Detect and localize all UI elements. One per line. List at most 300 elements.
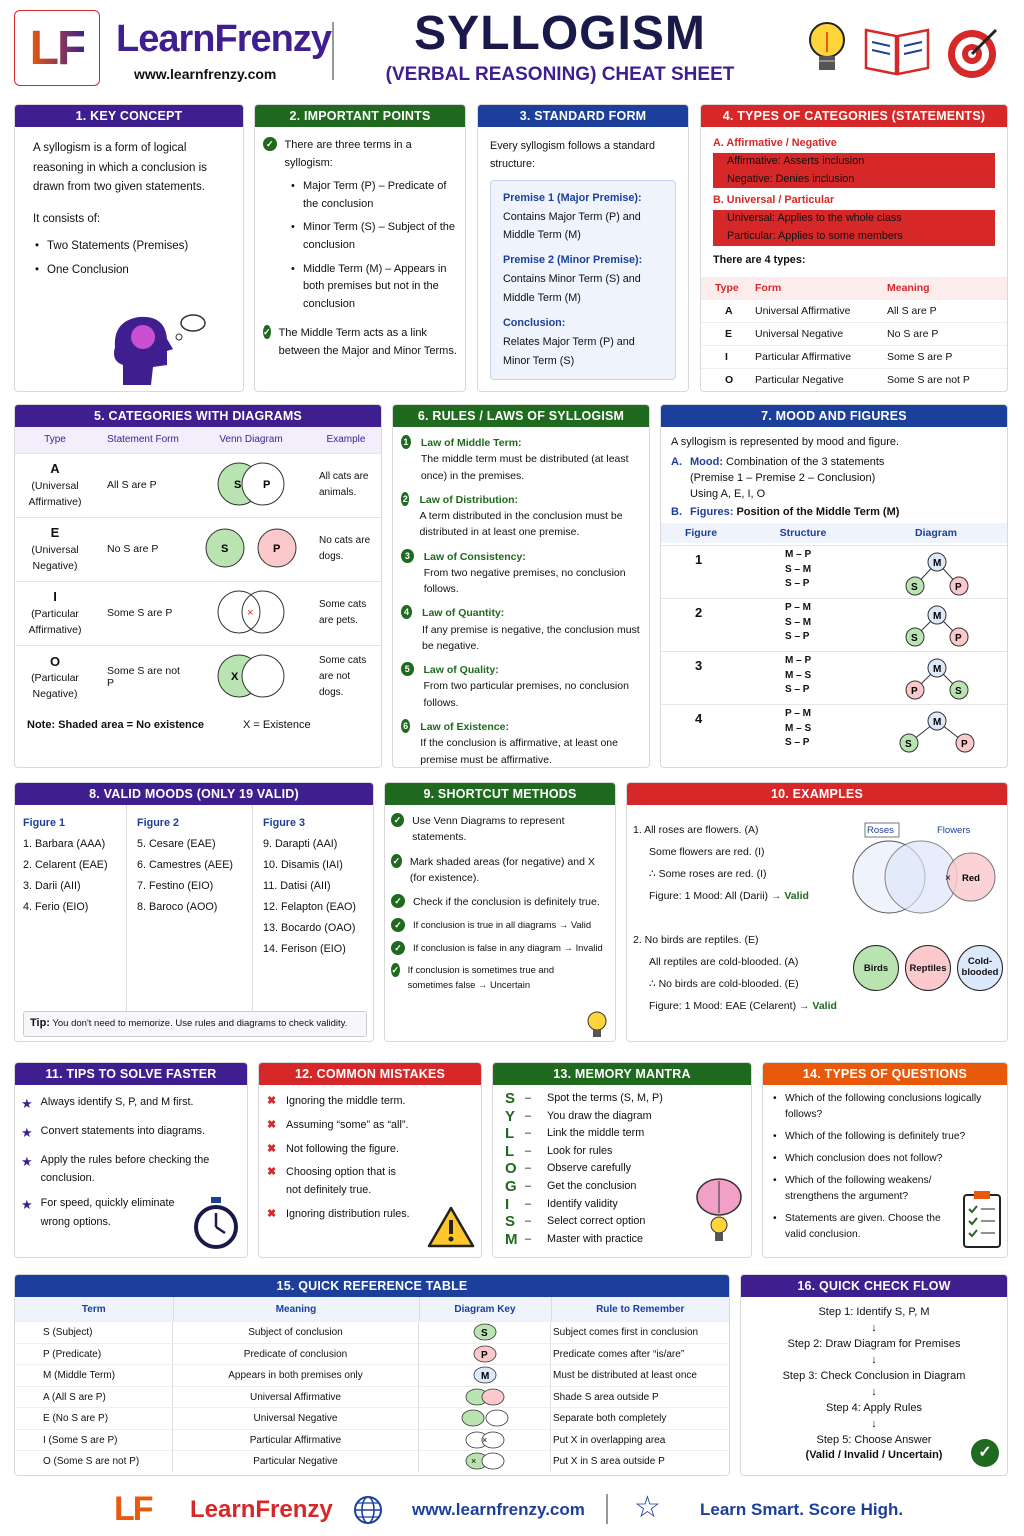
figure-column: [253, 805, 373, 1027]
section-quick-reference: [14, 1274, 730, 1476]
rule-heading: Law of Consistency:: [423, 550, 526, 563]
venn-label: Roses: [867, 825, 894, 836]
diagram-key-icon: [455, 1345, 515, 1363]
mantra-dash: –: [525, 1162, 532, 1175]
mood-letters: Using A, E, I, O: [690, 487, 766, 500]
down-arrow-icon: ↓: [871, 1417, 877, 1430]
venn-e-diagram: [201, 523, 301, 573]
mantra-text: Link the middle term: [547, 1127, 645, 1140]
table-header: Form: [755, 281, 782, 294]
footer-divider: [606, 1494, 608, 1524]
table-cell: [419, 1344, 551, 1365]
question-item: • Which of the following is definitely true?: [771, 1129, 999, 1145]
diagram-node-label: P: [955, 633, 962, 644]
section-types-of-categories: [700, 104, 1008, 392]
section-title: 12. COMMON MISTAKES: [259, 1063, 481, 1085]
table-row: [15, 1386, 730, 1408]
table-header: Diagram: [914, 527, 957, 539]
key-shape: [462, 1410, 484, 1426]
table-header: Rule to Remember: [596, 1303, 685, 1315]
table-cell: P (Predicate): [15, 1344, 173, 1365]
down-arrow-icon: ↓: [871, 1321, 877, 1334]
type-name: (Particular Affirmative): [28, 608, 82, 636]
mood-label-letter: A.: [671, 455, 682, 468]
book-icon: [862, 22, 932, 81]
example-2-diagram: [853, 945, 1003, 991]
question-item: • Which of the following conclusions logically follows?: [771, 1091, 999, 1123]
flow-step: Step 1: Identify S, P, M: [818, 1306, 930, 1318]
shortcut-item: If conclusion is false in any diagram → Invalid: [413, 941, 603, 953]
section-title: 1. KEY CONCEPT: [15, 105, 243, 127]
figure-structure: [785, 601, 811, 645]
section-title: 15. QUICK REFERENCE TABLE: [15, 1275, 729, 1297]
consists-label: It consists of:: [33, 212, 101, 225]
diagram-node-label: S: [905, 739, 912, 750]
tip-item: Always identify S, P, and M first.: [40, 1096, 194, 1108]
mood-item: 13. Bocardo (OAO): [263, 922, 356, 935]
valid-label: → Valid: [798, 1000, 837, 1013]
mantra-row: [505, 1143, 741, 1161]
rule-number: 3: [401, 549, 414, 563]
question-item: • Statements are given. Choose the valid conclusion.: [771, 1211, 999, 1243]
header-divider: [332, 22, 334, 80]
consists-list: [33, 237, 225, 280]
diagram-node-label: M: [933, 664, 942, 675]
figure-row: [661, 651, 1008, 704]
shortcut-item: Mark shaded areas (for negative) and X (for existence).: [409, 855, 595, 884]
check-icon: ✓: [391, 894, 405, 908]
example-line: 2. No birds are reptiles. (E): [633, 934, 759, 946]
structure-line: S – M: [785, 616, 812, 628]
diagram-node-label: P: [961, 739, 968, 750]
structure-line: P – M: [785, 602, 811, 613]
mood-desc: Combination of the 3 statements: [726, 455, 885, 468]
table-cell: No S are P: [887, 327, 939, 340]
mantra-text: You draw the diagram: [547, 1109, 652, 1122]
table-cell: O: [725, 373, 734, 386]
target-icon: [944, 24, 1002, 83]
check-icon: ✓: [391, 965, 400, 976]
diagram-node-label: S: [911, 633, 918, 644]
section-title: 2. IMPORTANT POINTS: [255, 105, 465, 127]
star-icon: ★: [21, 1124, 33, 1140]
venn-label: Flowers: [937, 825, 971, 836]
stopwatch-icon: [191, 1195, 241, 1254]
figure-label-letter: B.: [671, 505, 682, 518]
svg-text:×: ×: [945, 873, 951, 884]
table-row: [15, 1364, 730, 1386]
figure-diagram: [885, 546, 985, 598]
down-arrow-icon: ↓: [871, 1353, 877, 1366]
section-title: 11. TIPS TO SOLVE FASTER: [15, 1063, 247, 1085]
key-label: M: [480, 1371, 489, 1383]
table-row: [15, 1407, 730, 1429]
table-cell: I: [725, 350, 728, 363]
svg-text:S: S: [221, 542, 229, 555]
section-shortcut-methods: [384, 782, 616, 1042]
table-cell: Some S are P: [887, 350, 953, 363]
premise1-text: Contains Major Term (P) and Middle Term (M): [503, 210, 641, 242]
section-title: 7. MOOD AND FIGURES: [661, 405, 1007, 427]
premise2-text: Contains Minor Term (S) and Middle Term (M): [503, 273, 641, 305]
brand-url: www.learnfrenzy.com: [134, 66, 277, 82]
mood-intro: A syllogism is represented by mood and figure.: [671, 436, 900, 448]
example-1-venn: [827, 819, 1007, 919]
mistake-item: Choosing option that is not definitely true.: [286, 1166, 396, 1197]
table-cell: Universal Negative: [755, 327, 844, 340]
table-cell: Predicate of conclusion: [173, 1344, 419, 1365]
tip-item: Convert statements into diagrams.: [40, 1124, 206, 1137]
mantra-dash: –: [525, 1144, 532, 1157]
page-title: SYLLOGISM: [414, 7, 706, 60]
diagram-node-label: M: [933, 717, 942, 728]
list-item: • One Conclusion: [33, 261, 225, 281]
footer-tagline: Learn Smart. Score High.: [700, 1500, 904, 1519]
mantra-dash: –: [525, 1197, 532, 1210]
check-icon: ✓: [263, 327, 271, 338]
figure-diagram: [885, 652, 985, 704]
figures-desc: Position of the Middle Term (M): [736, 505, 900, 518]
types-table: [701, 277, 1007, 391]
table-cell: Particular Negative: [755, 373, 844, 386]
venn-a-diagram: [201, 459, 301, 509]
rule-text: From two particular premises, no conclusion follows.: [423, 680, 629, 709]
reptiles-circle: Reptiles: [905, 945, 951, 991]
table-cell: Shade S area outside P: [553, 1391, 659, 1403]
definition-text: A syllogism is a form of logical reasoning in which a conclusion is drawn from two given statements.: [33, 142, 207, 194]
table-cell: All S are P: [887, 304, 937, 317]
categories-table: [15, 427, 381, 709]
key-label: S: [480, 1328, 488, 1340]
footer-logo: LF: [114, 1490, 152, 1528]
tip-text: You don't need to memorize. Use rules and diagrams to check validity.: [52, 1018, 348, 1029]
mantra-dash: –: [525, 1179, 532, 1192]
mood-item: 7. Festino (EIO): [137, 880, 214, 893]
structure-line: M – P: [785, 655, 812, 666]
rule-heading: Law of Quantity:: [422, 607, 505, 620]
diagram-key-icon: [455, 1323, 515, 1341]
table-header: Term: [15, 1297, 173, 1321]
mantra-text: Look for rules: [547, 1144, 613, 1157]
cross-icon: ✖: [267, 1118, 277, 1131]
mood-item: 4. Ferio (EIO): [23, 901, 89, 914]
mood-item: 10. Disamis (IAI): [263, 859, 343, 872]
figures-table: [661, 523, 1007, 543]
terms-list: [289, 178, 457, 313]
structure-line: S – P: [785, 737, 810, 748]
list-item: • Middle Term (M) – Appears in both premises but not in the conclusion: [289, 261, 457, 314]
mantra-dash: –: [525, 1092, 532, 1104]
mistake-item: Ignoring the middle term.: [286, 1095, 406, 1107]
table-cell: Predicate comes after “is/are”: [553, 1348, 685, 1360]
type-letter: I: [53, 589, 57, 605]
mantra-dash: –: [525, 1127, 532, 1140]
warning-icon: [427, 1205, 475, 1252]
type-letter: A: [50, 461, 60, 477]
rule-number: 2: [402, 493, 408, 504]
section-common-mistakes: [258, 1062, 482, 1258]
page-subtitle: (VERBAL REASONING) CHEAT SHEET: [385, 64, 735, 85]
rule-text: If any premise is negative, the conclusion must be negative.: [422, 623, 640, 652]
table-cell: Subject comes first in conclusion: [553, 1327, 699, 1338]
star-icon: ★: [21, 1153, 33, 1169]
mantra-text: Observe carefully: [547, 1162, 632, 1175]
note-existence: X = Existence: [243, 719, 311, 731]
table-cell: Some S are not P: [887, 373, 970, 386]
globe-icon: [352, 1494, 384, 1529]
list-item: • Major Term (P) – Predicate of the conclusion: [289, 178, 457, 213]
conclusion-heading: Conclusion:: [503, 317, 566, 330]
section-quick-check-flow: [740, 1274, 1008, 1476]
example-1: [633, 819, 809, 907]
diagram-node-label: S: [911, 582, 918, 593]
figure-diagram: [885, 599, 985, 651]
type-name: (Particular Negative): [31, 672, 79, 701]
figure-row: [661, 545, 1008, 598]
category-a-heading: A. Affirmative / Negative: [713, 137, 837, 149]
shortcut-item: If conclusion is sometimes true and sometimes false → Uncertain: [407, 964, 555, 991]
tip-box: [23, 1011, 367, 1037]
table-header: Meaning: [887, 281, 930, 294]
conclusion-text: Relates Major Term (P) and Minor Term (S): [503, 335, 635, 367]
mantra-text: Master with practice: [547, 1232, 644, 1245]
mood-item: 12. Felapton (EAO): [263, 901, 357, 914]
tip-item: Apply the rules before checking the conclusion.: [40, 1153, 210, 1185]
section-title: 14. TYPES OF QUESTIONS: [763, 1063, 1007, 1085]
structure-line: M – S: [785, 722, 812, 734]
structure-line: S – P: [785, 684, 810, 695]
table-cell: [419, 1408, 551, 1429]
rule-number: 6: [401, 719, 410, 733]
section-title: 9. SHORTCUT METHODS: [385, 783, 615, 805]
section-title: 13. MEMORY MANTRA: [493, 1063, 751, 1085]
table-cell: [419, 1430, 551, 1451]
table-row: [15, 1429, 730, 1451]
table-cell: O (Some S are not P): [15, 1451, 173, 1472]
statement-form: All S are P: [107, 479, 157, 491]
thinking-head-icon: [105, 307, 215, 390]
table-cell: I (Some S are P): [15, 1430, 173, 1451]
diagram-key-icon: [455, 1388, 515, 1406]
figure-structure: [785, 654, 811, 698]
mantra-dash: –: [525, 1109, 532, 1122]
table-cell: Universal Negative: [173, 1408, 419, 1429]
figure-number: 1: [695, 552, 703, 567]
svg-text:P: P: [273, 542, 281, 555]
table-cell: Particular Affirmative: [755, 350, 852, 363]
check-icon: ✓: [391, 918, 405, 932]
tip-label: Tip:: [30, 1017, 50, 1029]
table-cell: Appears in both premises only: [173, 1365, 419, 1386]
star-icon: ☆: [634, 1491, 661, 1524]
flow-step: Step 4: Apply Rules: [825, 1401, 922, 1414]
table-cell: [419, 1365, 551, 1386]
table-cell: [419, 1451, 551, 1472]
mantra-letter: G: [505, 1177, 517, 1195]
table-cell: Put X in overlapping area: [553, 1434, 666, 1446]
example-2: [633, 929, 837, 1017]
mood-item: 3. Darii (AII): [23, 880, 81, 893]
table-cell: Particular Negative: [173, 1451, 419, 1472]
mood-item: 1. Barbara (AAA): [23, 838, 106, 851]
question-item: • Which conclusion does not follow?: [771, 1151, 999, 1167]
structure-line: M – S: [785, 669, 812, 681]
example-line: ∴ No birds are cold-blooded. (E): [649, 978, 799, 991]
type-letter: E: [50, 525, 60, 541]
section-key-concept: [14, 104, 244, 392]
table-header: Structure: [779, 527, 827, 539]
mood-item: 5. Cesare (EAE): [137, 838, 216, 851]
section-examples: [626, 782, 1008, 1042]
table-row: [15, 1343, 730, 1365]
mood-item: 9. Darapti (AAI): [263, 838, 338, 851]
lightbulb-icon: [805, 18, 849, 83]
mood-item: 6. Camestres (AEE): [137, 859, 233, 872]
brain-icon: [693, 1173, 745, 1252]
table-cell: S (Subject): [15, 1322, 173, 1343]
section-categories-diagrams: [14, 404, 382, 768]
down-arrow-icon: ↓: [871, 1385, 877, 1398]
table-cell: Universal Affirmative: [173, 1387, 419, 1408]
list-item: • Two Statements (Premises): [33, 237, 225, 257]
check-icon: ✓: [391, 941, 405, 955]
figure-structure: [785, 548, 811, 592]
figure-structure: [785, 707, 811, 751]
mantra-dash: –: [525, 1232, 532, 1245]
diagram-node-label: M: [933, 558, 942, 569]
shortcut-item: If conclusion is true in all diagrams → Valid: [413, 919, 592, 931]
structure-line: S – P: [785, 631, 810, 642]
venn-o-diagram: [201, 651, 301, 701]
structure-line: S – M: [785, 563, 812, 575]
mantra-text: Spot the terms (S, M, P): [547, 1092, 663, 1104]
table-row: [15, 1450, 730, 1472]
rule-number: 4: [401, 605, 412, 619]
list-item: • Particular: Applies to some members: [713, 228, 995, 246]
section-title: 8. VALID MOODS (ONLY 19 VALID): [15, 783, 373, 805]
mistake-item: Ignoring distribution rules.: [286, 1208, 410, 1221]
rule-text: If the conclusion is affirmative, at least one premise must be affirmative.: [420, 737, 618, 766]
column-heading: Figure 3: [263, 817, 305, 829]
table-header: Figure: [684, 527, 718, 539]
birds-circle: Birds: [853, 945, 899, 991]
table-cell: M (Middle Term): [15, 1365, 173, 1386]
type-name: (Universal Negative): [31, 544, 79, 572]
diagram-key-icon: [455, 1431, 515, 1449]
list-item: • Universal: Applies to the whole class: [713, 210, 995, 228]
table-cell: [419, 1322, 551, 1343]
mantra-row: [505, 1108, 741, 1126]
section-tips: [14, 1062, 248, 1258]
section-important-points: [254, 104, 466, 392]
table-header: Type: [44, 434, 66, 446]
mantra-row: [505, 1125, 741, 1143]
form-intro: Every syllogism follows a standard structure:: [490, 140, 656, 171]
note-text: [27, 719, 204, 731]
column-heading: Figure 2: [137, 817, 179, 829]
venn-i-diagram: [201, 587, 301, 637]
tip-item: For speed, quickly eliminate wrong options.: [40, 1197, 175, 1229]
key-shape: [486, 1410, 508, 1426]
premise-box: [490, 180, 676, 380]
mantra-letter: Y: [505, 1107, 516, 1125]
section-rules: [392, 404, 650, 768]
table-header: Diagram Key: [419, 1297, 551, 1321]
figures-label: Figures:: [690, 505, 734, 518]
column-heading: Figure 1: [23, 817, 65, 829]
example-text: Some cats are not dogs.: [319, 655, 367, 699]
mood-item: 8. Baroco (AOO): [137, 901, 218, 914]
lightbulb-icon: [583, 1009, 611, 1042]
section-title: 4. TYPES OF CATEGORIES (STATEMENTS): [701, 105, 1007, 127]
logo-text: LF: [29, 22, 85, 75]
mood-structure: (Premise 1 – Premise 2 – Conclusion): [690, 471, 876, 484]
diagram-node-label: P: [911, 686, 918, 697]
figure-column: [127, 805, 253, 1027]
figure-number: 2: [695, 605, 703, 620]
note-shaded: Note: Shaded area = No existence: [27, 719, 204, 731]
section-title: 5. CATEGORIES WITH DIAGRAMS: [15, 405, 381, 427]
mantra-dash: –: [525, 1215, 532, 1228]
table-row: [15, 1321, 730, 1343]
table-cell: A (All S are P): [15, 1387, 173, 1408]
mood-item: 2. Celarent (EAE): [23, 859, 108, 872]
question-item: • Which of the following weakens/ strengthens the argument?: [771, 1173, 999, 1205]
rule-heading: Law of Middle Term:: [420, 437, 522, 449]
mantra-row: [505, 1090, 741, 1108]
mantra-letter: S: [505, 1213, 516, 1231]
category-b-heading: B. Universal / Particular: [713, 194, 835, 207]
key-shape: [482, 1389, 504, 1405]
table-cell: [419, 1387, 551, 1408]
mantra-letter: I: [505, 1195, 510, 1213]
mantra-text: Identify validity: [547, 1197, 618, 1210]
rule-heading: Law of Quality:: [423, 664, 499, 677]
premise2-heading: Premise 2 (Minor Premise):: [503, 254, 643, 267]
terms-intro: There are three terms in a syllogism:: [284, 139, 412, 169]
svg-text:X: X: [231, 670, 239, 683]
table-cell: Put X in S area outside P: [553, 1456, 665, 1467]
mistake-item: Assuming “some” as “all”.: [286, 1118, 409, 1131]
structure-line: P – M: [785, 708, 811, 719]
flow-step: Step 2: Draw Diagram for Premises: [787, 1337, 961, 1350]
table-cell: Subject of conclusion: [173, 1322, 419, 1343]
check-circle-icon: ✓: [971, 1439, 999, 1467]
figure-column: [15, 805, 127, 1027]
figure-number: 3: [695, 658, 703, 673]
star-icon: ★: [21, 1197, 33, 1213]
mantra-letter: M: [505, 1230, 518, 1248]
footer-url[interactable]: www.learnfrenzy.com: [412, 1500, 585, 1519]
key-label: P: [480, 1349, 488, 1361]
example-line: 1. All roses are flowers. (A): [633, 824, 759, 836]
section-standard-form: [477, 104, 689, 392]
cold-blooded-circle: Cold-blooded: [957, 945, 1003, 991]
structure-line: M – P: [785, 549, 812, 560]
svg-text:P: P: [263, 478, 271, 491]
diagram-key-icon: [455, 1409, 515, 1427]
mood-item: 14. Ferison (EIO): [263, 943, 346, 956]
section-mood-figures: [660, 404, 1008, 768]
premise1-heading: Premise 1 (Major Premise):: [503, 191, 642, 204]
cross-icon: ✖: [267, 1208, 277, 1221]
section-title: 6. RULES / LAWS OF SYLLOGISM: [393, 405, 649, 427]
figure-diagram: [885, 705, 985, 757]
example-text: Some cats are pets.: [319, 599, 367, 626]
section-memory-mantra: [492, 1062, 752, 1258]
mantra-letter: L: [505, 1142, 515, 1160]
list-item: • Minor Term (S) – Subject of the conclusion: [289, 219, 457, 254]
